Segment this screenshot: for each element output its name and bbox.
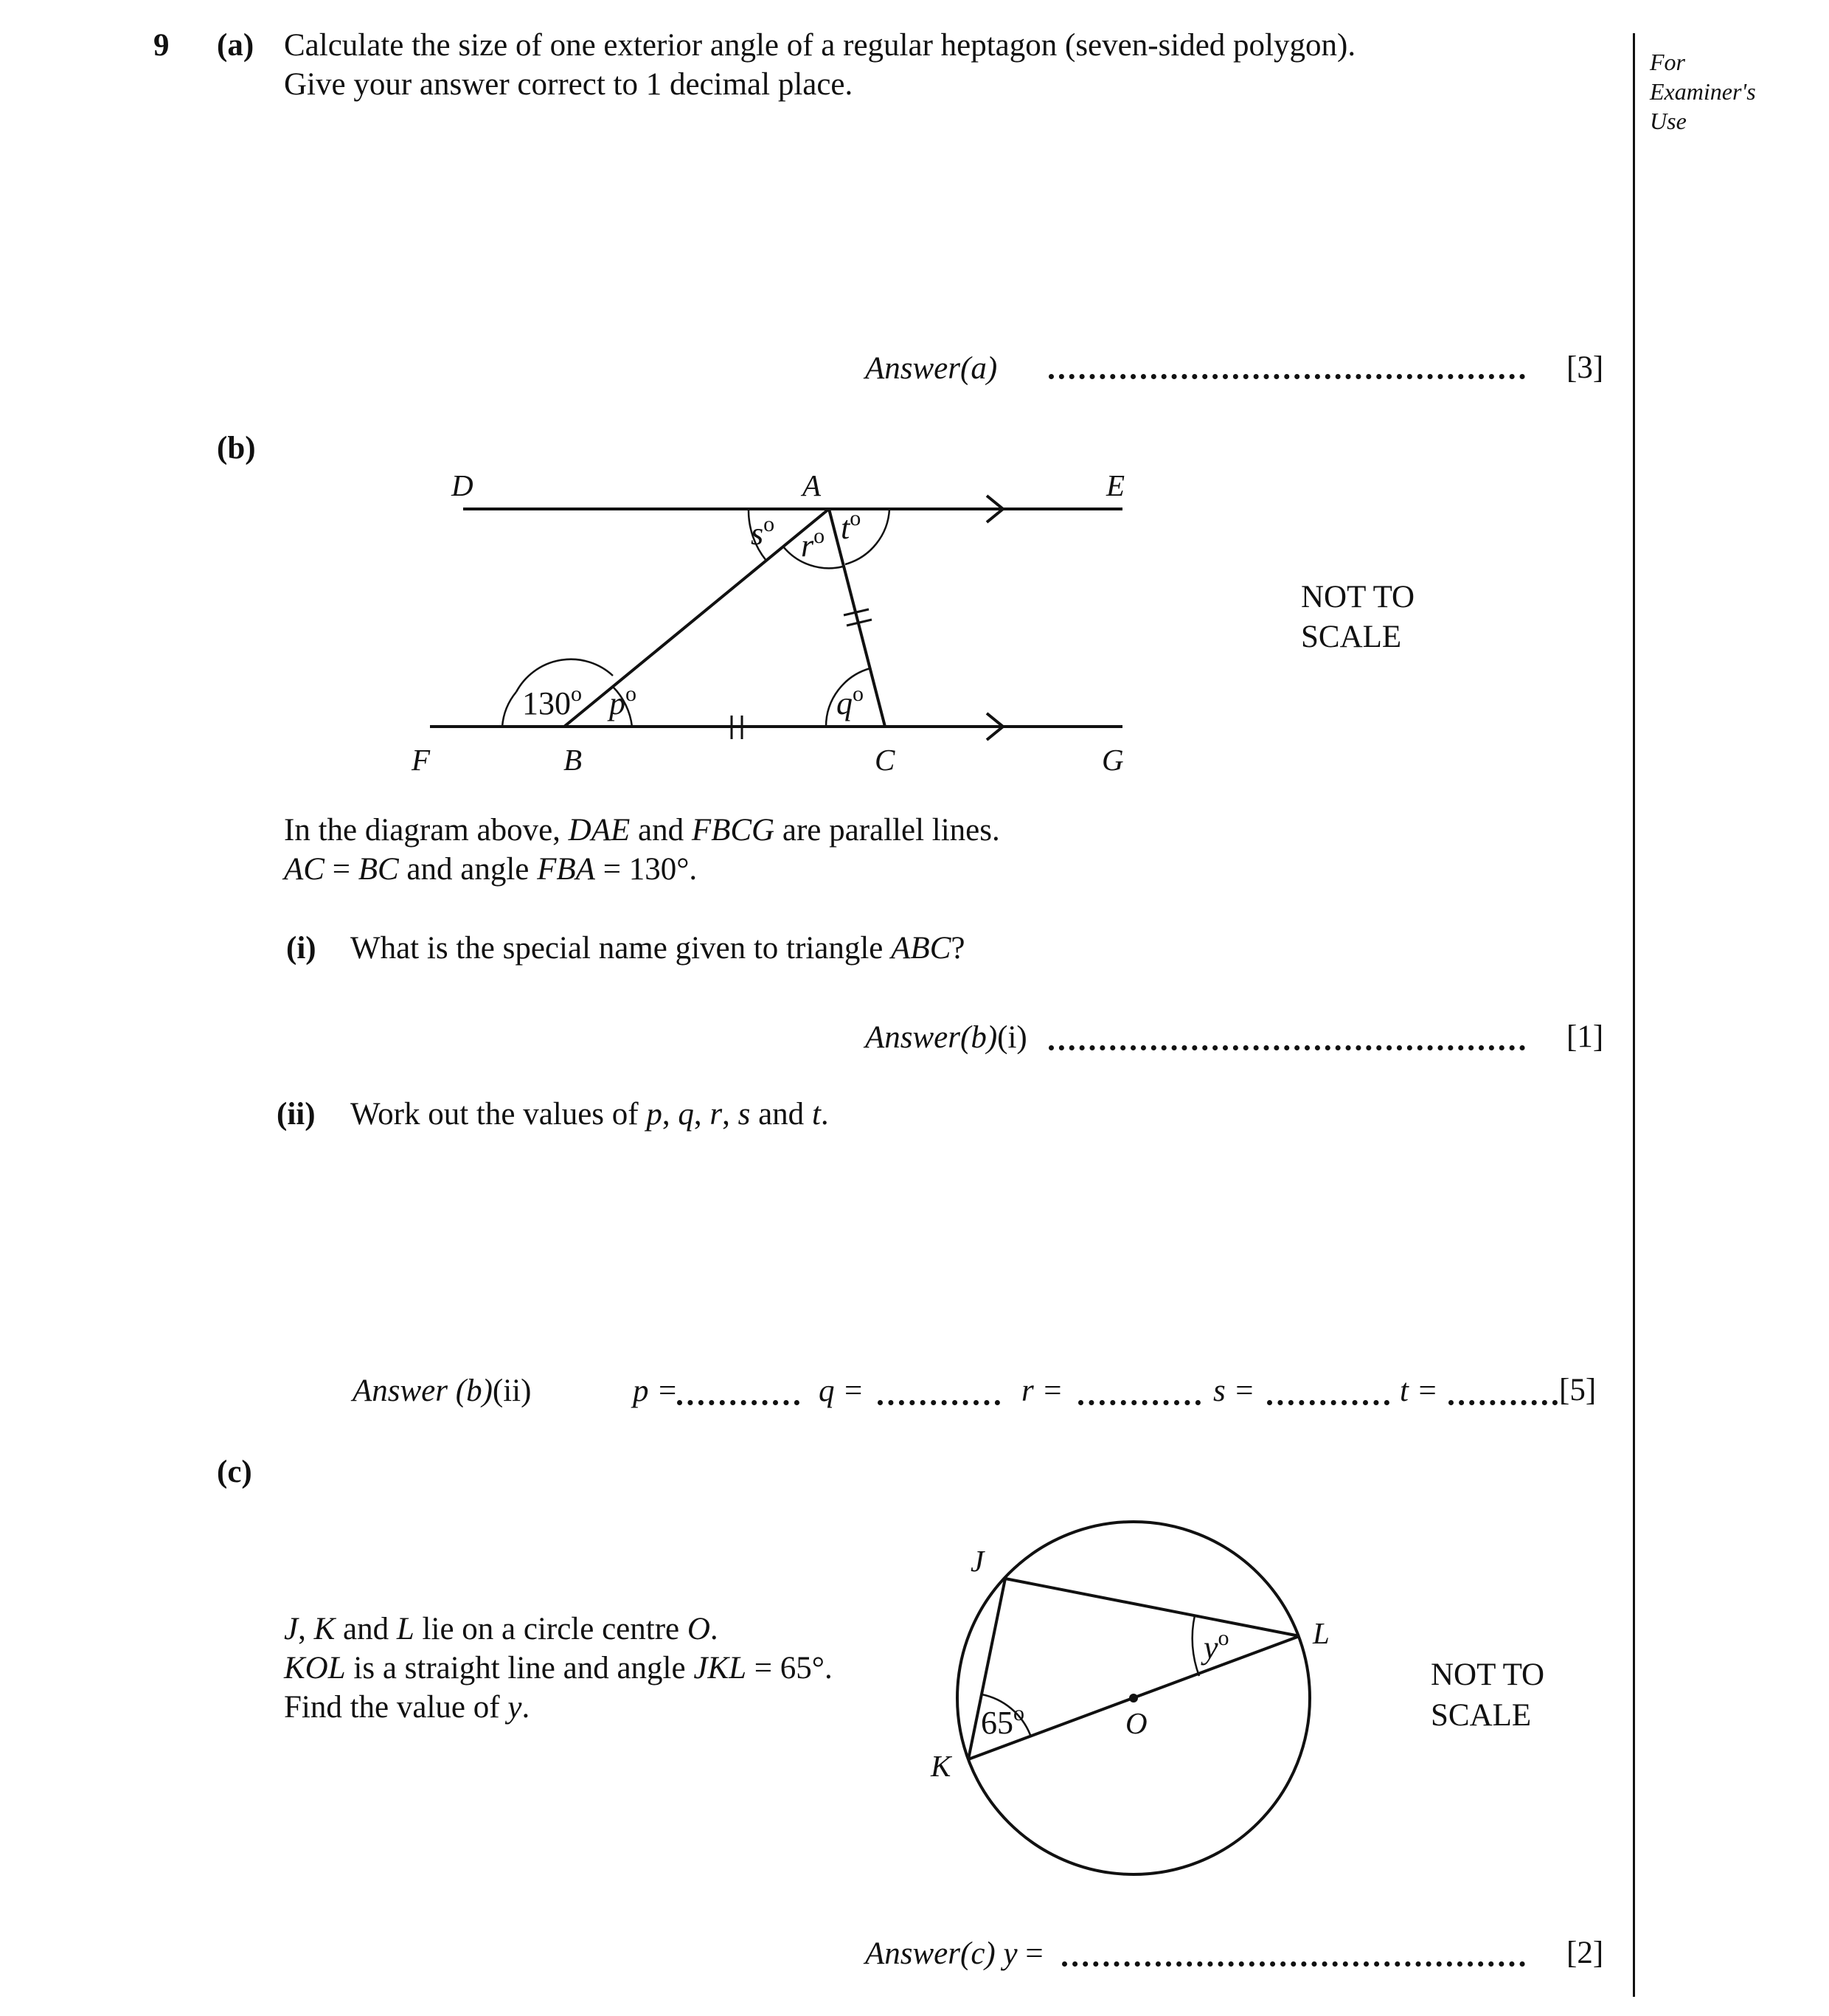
answer-q-field[interactable] [878, 1400, 1000, 1405]
point-c: C [875, 743, 895, 777]
angle-65-label: 65$^o$ [981, 1701, 1024, 1741]
part-b-ii-label: (ii) [277, 1097, 316, 1132]
examiner-line-2: Examiner's [1650, 78, 1756, 105]
angle-y-label: $y^o$ [1204, 1626, 1229, 1666]
answer-t-label: t = [1400, 1374, 1438, 1408]
answer-c-field[interactable] [1062, 1961, 1525, 1967]
part-c-text-1: J, K and L lie on a circle centre O. [284, 1612, 718, 1646]
point-g: G [1102, 743, 1124, 777]
part-c-text-3: Find the value of y. [284, 1690, 530, 1725]
angle-t-label: $t^o$ [841, 506, 861, 546]
circle-diagram [922, 1520, 1364, 1933]
answer-b-ii-label: Answer (b)(ii) [353, 1374, 532, 1408]
part-a-label: (a) [217, 28, 254, 63]
answer-c-label: Answer(c) y = [865, 1936, 1044, 1971]
answer-p-label: p = [633, 1374, 678, 1408]
part-c-label: (c) [217, 1455, 252, 1489]
point-o: O [1125, 1706, 1148, 1740]
answer-r-field[interactable] [1078, 1400, 1201, 1405]
point-b: B [563, 743, 583, 777]
answer-a-field[interactable] [1049, 374, 1525, 379]
answer-c-marks: [2] [1566, 1936, 1604, 1970]
part-a-line-2: Give your answer correct to 1 decimal place. [284, 67, 853, 102]
answer-b-ii-marks: [5] [1559, 1373, 1597, 1407]
answer-b-i-label: Answer(b)(i) [865, 1020, 1027, 1055]
part-b-i-question: What is the special name given to triangle ABC? [350, 931, 965, 966]
not-to-scale-c-2: SCALE [1431, 1698, 1532, 1733]
part-b-text-2: AC = BC and angle FBA = 130°. [284, 852, 698, 887]
point-e: E [1106, 468, 1125, 502]
side-ab [564, 509, 829, 727]
part-b-text-1: In the diagram above, DAE and FBCG are parallel lines. [284, 813, 1000, 848]
point-l: L [1313, 1616, 1330, 1650]
answer-s-label: s = [1213, 1374, 1255, 1408]
part-b-i-label: (i) [286, 931, 316, 966]
answer-r-label: r = [1021, 1374, 1063, 1408]
answer-p-field[interactable] [677, 1400, 799, 1405]
angle-s-label: $s^o$ [751, 512, 775, 552]
point-j: J [971, 1544, 985, 1578]
answer-s-field[interactable] [1267, 1400, 1389, 1405]
answer-q-label: q = [819, 1374, 864, 1408]
examiner-line-1: For [1650, 49, 1685, 75]
angle-130-label: 130$^o$ [522, 682, 582, 721]
point-k: K [931, 1749, 951, 1783]
answer-b-i-marks: [1] [1566, 1019, 1604, 1054]
question-number: 9 [153, 28, 170, 63]
part-a-line-1: Calculate the size of one exterior angle of a regular heptagon (seven-sided polygon). [284, 28, 1356, 63]
angle-p-label: $p^o$ [609, 682, 636, 721]
examiner-line-3: Use [1650, 108, 1687, 134]
not-to-scale-b-2: SCALE [1301, 620, 1402, 654]
part-b-label: (b) [217, 431, 256, 465]
not-to-scale-b-1: NOT TO [1301, 580, 1415, 614]
angle-r-label: $r^o$ [801, 524, 825, 564]
arc-130 [502, 692, 516, 727]
answer-b-i-field[interactable] [1049, 1045, 1525, 1050]
answer-t-field[interactable] [1448, 1400, 1558, 1405]
answer-a-marks: [3] [1566, 350, 1604, 385]
centre-point [1129, 1694, 1138, 1702]
part-b-ii-question: Work out the values of p, q, r, s and t. [350, 1097, 829, 1132]
part-c-text-2: KOL is a straight line and angle JKL = 65°. [284, 1651, 833, 1686]
parallel-lines-diagram [398, 457, 1136, 797]
angle-q-label: $q^o$ [836, 682, 864, 721]
examiner-margin-line [1633, 33, 1635, 1997]
point-a: A [802, 468, 822, 502]
not-to-scale-c-1: NOT TO [1431, 1658, 1545, 1692]
chord-jl [1005, 1579, 1299, 1636]
point-f: F [412, 743, 431, 777]
arc-y [1193, 1615, 1199, 1676]
answer-a-label: Answer(a) [865, 351, 998, 386]
point-d: D [451, 468, 473, 502]
examiner-use-note [1650, 47, 1756, 136]
